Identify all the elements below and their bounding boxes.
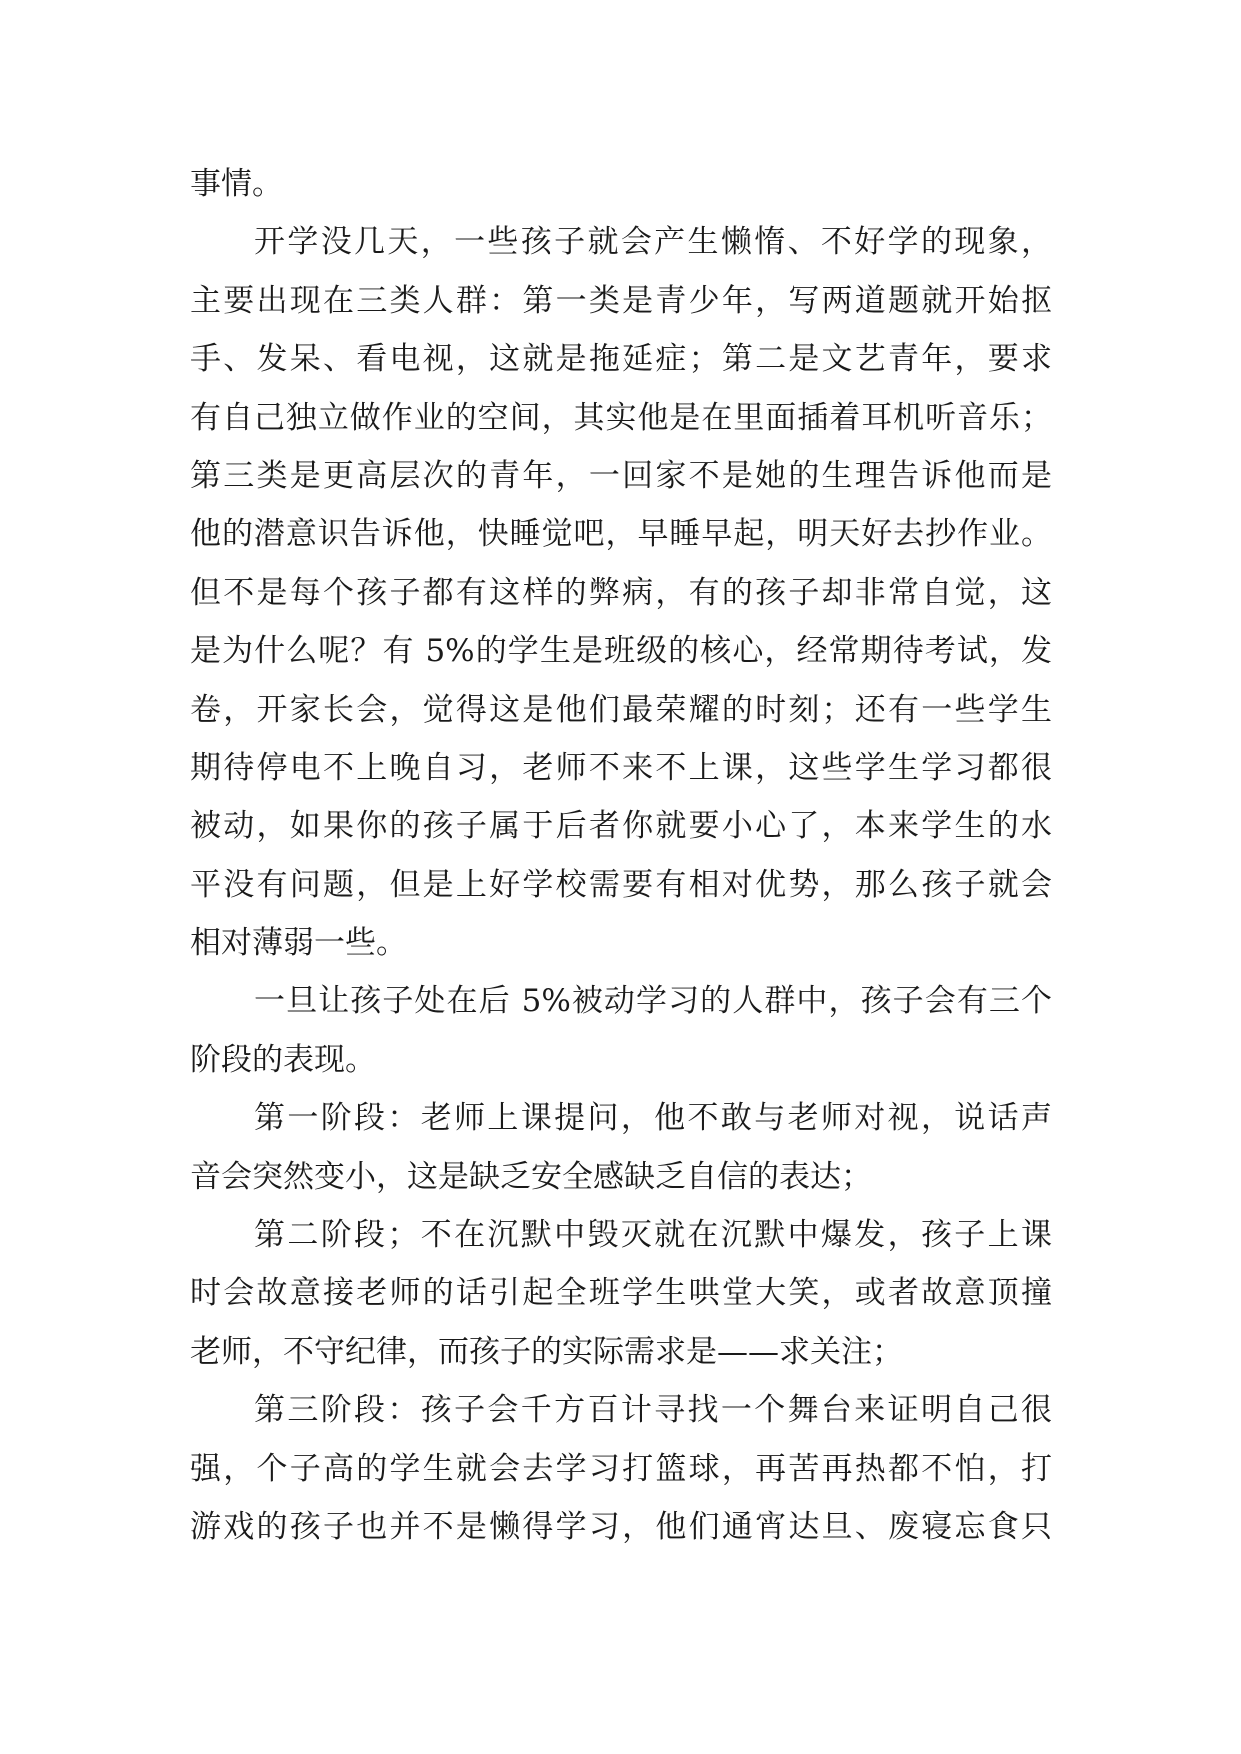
text-line: 平没有问题，但是上好学校需要有相对优势，那么孩子就会 <box>190 866 1052 903</box>
text-line: 有自己独立做作业的空间，其实他是在里面插着耳机听音乐； <box>190 399 1052 436</box>
text-line: 相对薄弱一些。 <box>190 925 407 962</box>
text-line: 音会突然变小，这是缺乏安全感缺乏自信的表达； <box>190 1158 872 1195</box>
text-line: 一旦让孩子处在后 5%被动学习的人群中，孩子会有三个 <box>254 983 1052 1020</box>
text-line: 第二阶段；不在沉默中毁灭就在沉默中爆发，孩子上课 <box>254 1217 1052 1254</box>
text-line: 期待停电不上晚自习，老师不来不上课，这些学生学习都很 <box>190 749 1052 786</box>
text-line: 主要出现在三类人群：第一类是青少年，写两道题就开始抠 <box>190 282 1052 319</box>
text-line: 他的潜意识告诉他，快睡觉吧，早睡早起，明天好去抄作业。 <box>190 516 1052 553</box>
text-line: 开学没几天，一些孩子就会产生懒惰、不好学的现象， <box>254 224 1052 261</box>
text-line: 手、发呆、看电视，这就是拖延症；第二是文艺青年，要求 <box>190 341 1052 378</box>
text-line: 强，个子高的学生就会去学习打篮球，再苦再热都不怕，打 <box>190 1450 1052 1487</box>
text-line: 时会故意接老师的话引起全班学生哄堂大笑，或者故意顶撞 <box>190 1275 1052 1312</box>
text-line: 事情。 <box>190 166 283 202</box>
text-line: 但不是每个孩子都有这样的弊病，有的孩子却非常自觉，这 <box>190 574 1052 611</box>
text-line: 游戏的孩子也并不是懒得学习，他们通宵达旦、废寝忘食只 <box>190 1508 1052 1545</box>
text-line: 老师，不守纪律，而孩子的实际需求是——求关注； <box>190 1333 903 1370</box>
text-line: 卷，开家长会，觉得这是他们最荣耀的时刻；还有一些学生 <box>190 691 1052 728</box>
text-line: 是为什么呢？有 5%的学生是班级的核心，经常期待考试，发 <box>190 633 1052 670</box>
text-line: 第一阶段：老师上课提问，他不敢与老师对视，说话声 <box>254 1100 1052 1137</box>
text-line: 阶段的表现。 <box>190 1041 376 1078</box>
text-line: 第三阶段：孩子会千方百计寻找一个舞台来证明自己很 <box>254 1392 1052 1429</box>
document-body <box>190 155 1052 1556</box>
text-line: 第三类是更高层次的青年，一回家不是她的生理告诉他而是 <box>190 457 1052 494</box>
text-line: 被动，如果你的孩子属于后者你就要小心了，本来学生的水 <box>190 808 1052 845</box>
